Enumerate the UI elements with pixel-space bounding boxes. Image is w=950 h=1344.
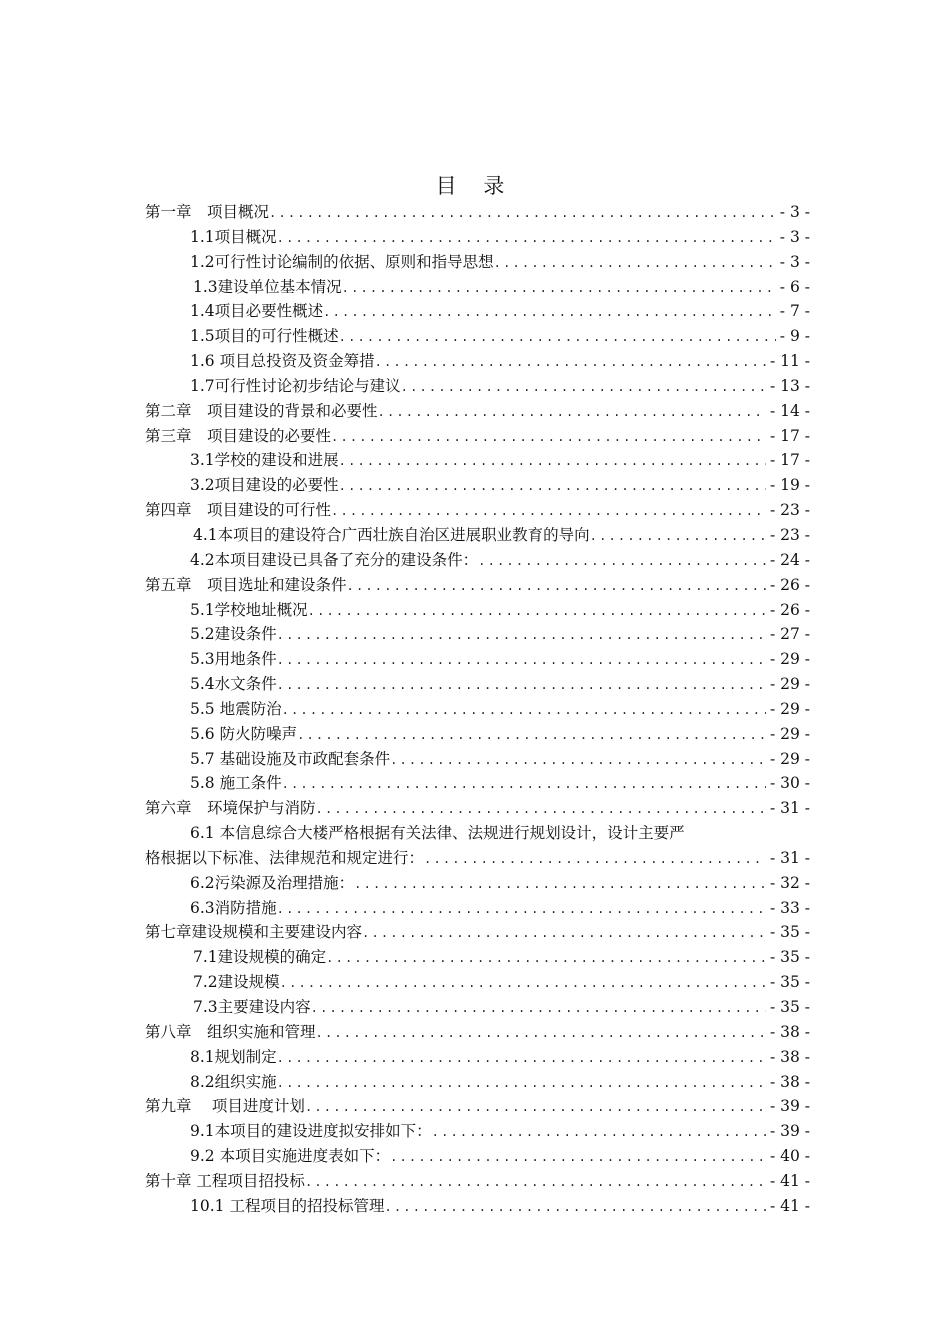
toc-dot-leader (375, 350, 766, 374)
toc-entry-label: 第六章 环境保护与消防 (145, 799, 316, 818)
toc-dot-leader (331, 425, 766, 449)
toc-page-number: - 29 - (769, 699, 810, 718)
toc-section-entry[interactable] (145, 970, 810, 995)
toc-dot-leader (494, 251, 776, 275)
toc-dot-leader (280, 971, 766, 995)
toc-dot-leader (316, 1021, 766, 1045)
toc-entry-label: 4.1本项目的建设符合广西壮族自治区进展职业教育的导向 (193, 525, 590, 544)
toc-dot-leader (478, 549, 766, 573)
toc-page-number: - 13 - (769, 376, 810, 395)
toc-chapter-entry[interactable] (145, 399, 810, 424)
toc-entry-label: 格根据以下标准、法律规范和规定进行： (145, 848, 425, 867)
toc-section-entry[interactable] (145, 672, 810, 697)
toc-entry-label: 9.2 本项目实施进度表如下： (190, 1147, 391, 1166)
toc-dot-leader (311, 996, 766, 1020)
toc-dot-leader (378, 400, 766, 424)
toc-entry-label: 5.4水文条件 (190, 675, 277, 694)
toc-entry-label: 1.4项目必要性概述 (190, 302, 324, 321)
toc-section-entry[interactable] (145, 622, 810, 647)
toc-entry-label: 第五章 项目选址和建设条件 (145, 575, 347, 594)
toc-page-number: - 35 - (769, 923, 810, 942)
toc-section-entry[interactable] (145, 1119, 810, 1144)
toc-entry-label: 4.2本项目建设已具备了充分的建设条件： (190, 550, 479, 569)
toc-dot-leader (277, 897, 766, 921)
toc-section-entry[interactable] (145, 995, 810, 1020)
toc-dot-leader (384, 1195, 765, 1219)
toc-dot-leader (277, 648, 766, 672)
toc-page-number: - 31 - (769, 799, 810, 818)
toc-page-number: - 35 - (769, 948, 810, 967)
toc-dot-leader (277, 623, 766, 647)
toc-section-entry[interactable] (145, 647, 810, 672)
toc-page-number: - 35 - (769, 973, 810, 992)
toc-page-number: - 17 - (769, 426, 810, 445)
toc-dot-leader (342, 276, 776, 300)
toc-entry-label: 7.1建设规模的确定 (193, 948, 327, 967)
toc-dot-leader (282, 698, 766, 722)
toc-page-number: - 41 - (769, 1171, 810, 1190)
toc-entry-label: 6.2污染源及治理措施： (190, 873, 355, 892)
toc-chapter-entry[interactable] (145, 796, 810, 821)
toc-page-number: - 41 - (769, 1196, 810, 1215)
toc-entry-label: 7.3主要建设内容 (193, 998, 311, 1016)
toc-entry-wrapped-line[interactable]: 6.1 本信息综合大楼严格根据有关法律、法规进行规划设计，设计主要严 (190, 824, 685, 843)
toc-page-number: - 40 - (769, 1147, 810, 1166)
toc-entry-label: 第九章 项目进度计划 (145, 1097, 305, 1116)
toc-page-number: - 29 - (769, 724, 810, 743)
toc-entry-label: 1.7可行性讨论初步结论与建议 (190, 376, 401, 395)
toc-page-number: - 29 - (769, 650, 810, 669)
toc-page-number: - 26 - (769, 600, 810, 619)
toc-entry-label: 5.2建设条件 (190, 625, 277, 644)
toc-entry-label: 8.1规划制定 (190, 1047, 277, 1066)
toc-dot-leader (362, 921, 766, 945)
toc-dot-leader (339, 325, 776, 349)
toc-page-number: - 26 - (769, 575, 810, 594)
toc-section-entry[interactable] (145, 473, 810, 498)
toc-section-entry[interactable] (145, 275, 810, 300)
toc-page-number: - 17 - (769, 451, 810, 470)
toc-page-number: - 27 - (769, 625, 810, 644)
toc-entry-label: 1.5项目的可行性概述 (190, 327, 339, 346)
toc-page-number: - 38 - (769, 1022, 810, 1041)
toc-page-number: - 14 - (769, 401, 810, 420)
toc-section-entry[interactable] (145, 1045, 810, 1070)
toc-page-number: - 24 - (769, 550, 810, 569)
toc-section-entry[interactable] (145, 846, 810, 871)
toc-section-entry[interactable] (145, 448, 810, 473)
toc-entry-label: 10.1 工程项目的招投标管理 (190, 1196, 385, 1215)
toc-section-entry[interactable] (145, 324, 810, 349)
toc-page-number: - 29 - (769, 675, 810, 694)
toc-section-entry[interactable] (145, 374, 810, 399)
toc-entry-label: 第三章 项目建设的必要性 (145, 426, 332, 445)
toc-title: 目 录 (435, 174, 515, 198)
toc-section-entry[interactable] (145, 1070, 810, 1095)
toc-entry-label: 5.8 施工条件 (190, 774, 282, 793)
toc-dot-leader (277, 673, 766, 697)
toc-entry-label: 5.6 防火防噪声 (190, 724, 298, 743)
toc-section-entry[interactable] (145, 299, 810, 324)
toc-chapter-entry[interactable] (145, 200, 810, 225)
toc-chapter-entry[interactable] (145, 498, 810, 523)
toc-dot-leader (339, 449, 766, 473)
toc-chapter-entry[interactable] (145, 1094, 810, 1119)
toc-page-number: - 7 - (779, 302, 810, 321)
toc-dot-leader (305, 1095, 766, 1119)
toc-page-number: - 38 - (769, 1072, 810, 1091)
toc-section-entry[interactable] (145, 697, 810, 722)
toc-section-entry[interactable] (145, 747, 810, 772)
toc-page-number: - 39 - (769, 1097, 810, 1116)
toc-dot-leader (432, 1120, 766, 1144)
toc-page-number: - 33 - (769, 898, 810, 917)
toc-section-entry[interactable] (145, 896, 810, 921)
toc-section-entry[interactable] (145, 349, 810, 374)
toc-page-number: - 3 - (779, 227, 810, 246)
toc-entry-label: 第七章建设规模和主要建设内容 (145, 923, 363, 942)
toc-section-entry[interactable] (145, 871, 810, 896)
toc-entry-label: 5.1学校地址概况 (190, 600, 308, 619)
toc-dot-leader (390, 1145, 766, 1169)
toc-page-number: - 6 - (779, 277, 810, 296)
toc-page-number: - 38 - (769, 1047, 810, 1066)
toc-chapter-entry[interactable] (145, 573, 810, 598)
toc-dot-leader (347, 574, 766, 598)
toc-chapter-entry[interactable] (145, 424, 810, 449)
toc-section-entry[interactable] (145, 225, 810, 250)
toc-entry-label: 3.2项目建设的必要性 (190, 476, 339, 495)
toc-dot-leader (424, 847, 766, 871)
toc-section-entry[interactable] (145, 945, 810, 970)
toc-section-entry[interactable] (145, 523, 810, 548)
toc-dot-leader (401, 375, 766, 399)
toc-section-entry[interactable] (145, 598, 810, 623)
toc-dot-leader (308, 599, 766, 623)
toc-entry-label: 第一章 项目概况 (145, 203, 270, 221)
toc-dot-leader (277, 1046, 766, 1070)
toc-page-number: - 9 - (779, 327, 810, 346)
toc-page-number: - 30 - (769, 774, 810, 793)
toc-dot-leader (354, 872, 766, 896)
toc-entry-label: 7.2建设规模 (193, 973, 280, 992)
toc-dot-leader (305, 1170, 766, 1194)
toc-chapter-entry[interactable] (145, 920, 810, 945)
toc-section-entry[interactable] (145, 771, 810, 796)
toc-entry-label: 1.2可行性讨论编制的依据、原则和指导思想 (190, 252, 494, 271)
toc-page-number: - 3 - (779, 252, 810, 271)
toc-dot-leader (326, 946, 766, 970)
toc-dot-leader (277, 226, 776, 250)
table-of-contents (145, 200, 810, 1219)
toc-entry-label: 1.1项目概况 (190, 227, 277, 246)
toc-entry-label: 6.3消防措施 (190, 898, 277, 917)
toc-entry-label: 3.1学校的建设和进展 (190, 451, 339, 470)
toc-page-number: - 3 - (779, 203, 810, 221)
toc-page-number: - 31 - (769, 848, 810, 867)
toc-dot-leader (390, 748, 766, 772)
toc-entry-label: 9.1本项目的建设进度拟安排如下： (190, 1122, 432, 1141)
toc-page-number: - 23 - (769, 525, 810, 544)
toc-section-entry[interactable] (145, 548, 810, 573)
toc-page-number: - 39 - (769, 1122, 810, 1141)
toc-entry-label: 8.2组织实施 (190, 1072, 277, 1091)
toc-entry-label: 第二章 项目建设的背景和必要性 (145, 401, 378, 420)
toc-entry-label: 5.3用地条件 (190, 650, 277, 669)
toc-chapter-entry[interactable] (145, 1020, 810, 1045)
toc-dot-leader (316, 797, 766, 821)
toc-entry-label: 第十章 工程项目招投标 (145, 1171, 305, 1190)
toc-entry-label: 1.6 项目总投资及资金筹措 (190, 352, 375, 371)
toc-page-number: - 19 - (769, 476, 810, 495)
toc-entry-label: 1.3建设单位基本情况 (193, 277, 342, 296)
toc-page-number: - 29 - (769, 749, 810, 768)
toc-page-number: - 23 - (769, 501, 810, 520)
toc-dot-leader (269, 201, 776, 225)
toc-dot-leader (331, 499, 766, 523)
toc-dot-leader (277, 1071, 766, 1095)
toc-section-entry[interactable] (145, 1144, 810, 1169)
toc-dot-leader (339, 474, 766, 498)
toc-page-number: - 32 - (769, 873, 810, 892)
toc-dot-leader (282, 772, 766, 796)
toc-entry-label: 5.7 基础设施及市政配套条件 (190, 749, 391, 768)
toc-section-entry[interactable] (145, 250, 810, 275)
toc-dot-leader (323, 300, 776, 324)
toc-chapter-entry[interactable] (145, 1169, 810, 1194)
toc-entry-label: 第八章 组织实施和管理 (145, 1022, 316, 1041)
toc-section-entry[interactable] (145, 722, 810, 747)
toc-page-number: - 35 - (769, 998, 810, 1016)
toc-dot-leader (590, 524, 766, 548)
toc-section-entry[interactable] (145, 1194, 810, 1219)
toc-dot-leader (297, 723, 766, 747)
toc-page-number: - 11 - (769, 352, 810, 371)
toc-entry-label: 5.5 地震防治 (190, 699, 282, 718)
toc-entry-label: 第四章 项目建设的可行性 (145, 501, 332, 520)
